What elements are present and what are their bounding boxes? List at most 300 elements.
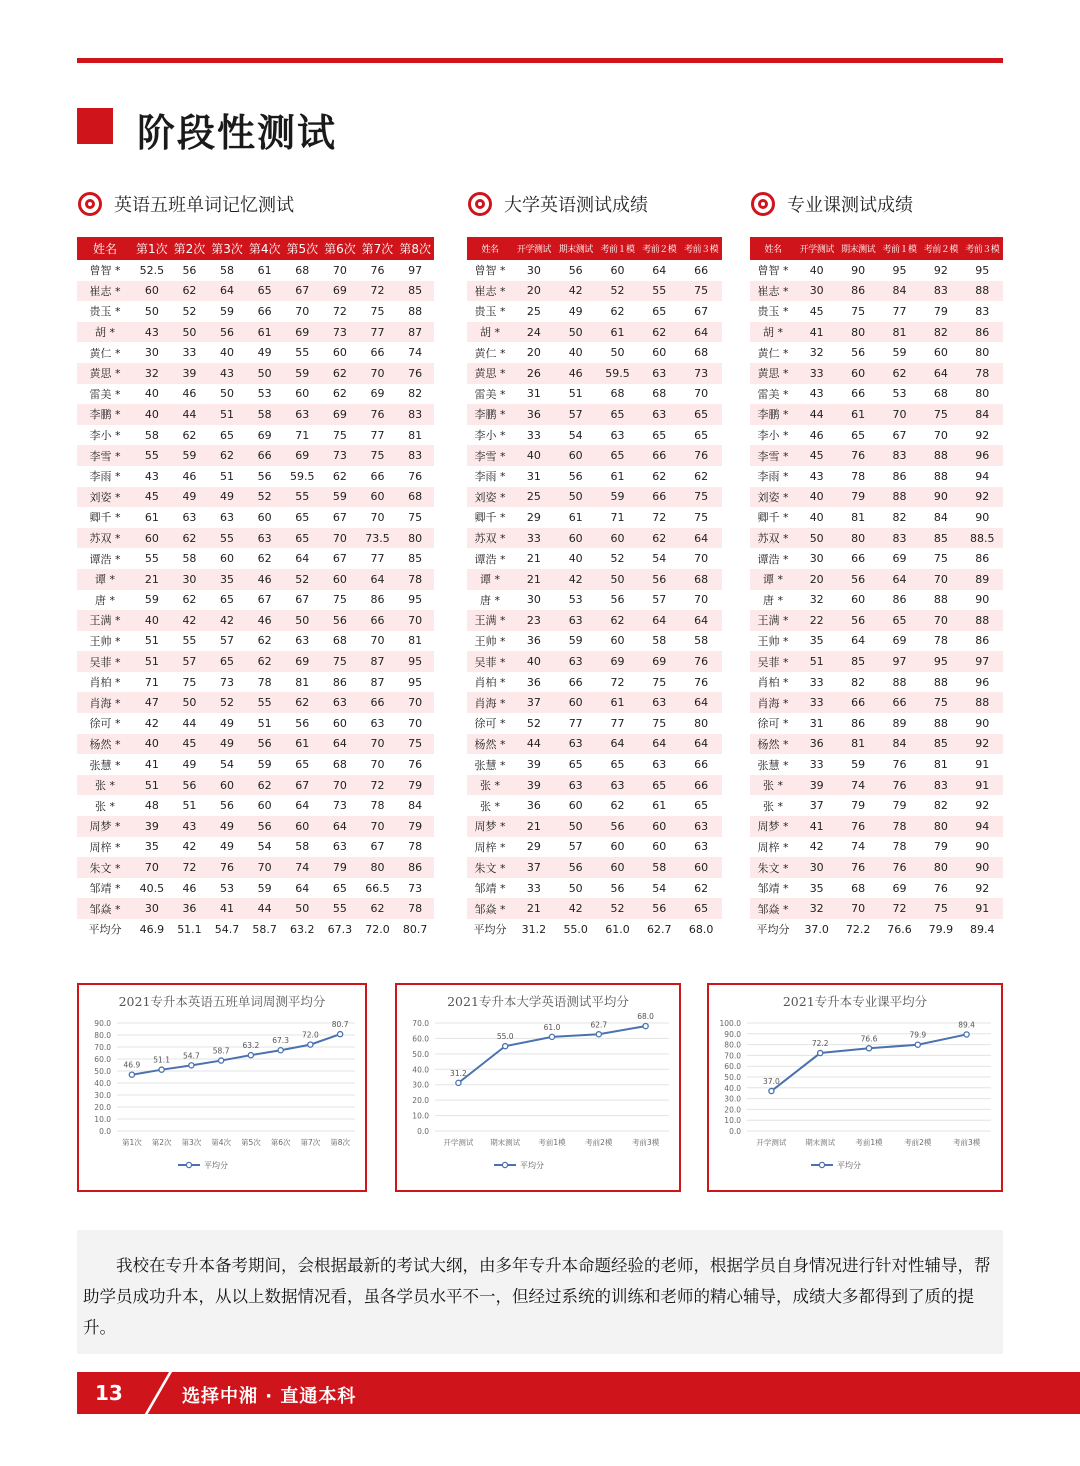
score-cell: 81 xyxy=(283,672,321,693)
table-row xyxy=(77,569,434,590)
score-cell: 69 xyxy=(283,651,321,672)
score-cell: 59 xyxy=(283,363,321,384)
score-cell: 61 xyxy=(555,507,597,528)
data-label: 89.4 xyxy=(958,1020,975,1030)
score-cell: 77 xyxy=(359,548,397,569)
score-cell: 31 xyxy=(513,466,555,487)
score-cell: 56 xyxy=(837,342,878,363)
score-cell: 63 xyxy=(283,404,321,425)
score-cell: 42 xyxy=(171,610,209,631)
score-cell: 58 xyxy=(638,631,680,652)
score-cell: 65 xyxy=(680,898,722,919)
score-cell: 78 xyxy=(879,816,920,837)
score-cell: 60 xyxy=(638,342,680,363)
score-cell: 78 xyxy=(837,466,878,487)
student-name: 张 * xyxy=(750,775,796,796)
score-cell: 71 xyxy=(597,507,639,528)
student-name: 黄思 * xyxy=(467,363,513,384)
student-name: 张慧 * xyxy=(467,754,513,775)
score-cell: 95 xyxy=(396,590,434,611)
score-cell: 69 xyxy=(879,631,920,652)
table-row xyxy=(77,384,434,405)
score-cell: 56 xyxy=(171,775,209,796)
score-cell: 39 xyxy=(513,754,555,775)
student-name: 王满 * xyxy=(750,610,796,631)
table-row xyxy=(77,322,434,343)
score-cell: 88 xyxy=(962,281,1003,302)
score-cell: 92 xyxy=(962,734,1003,755)
table-row xyxy=(77,898,434,919)
score-cell: 62 xyxy=(680,878,722,899)
column-header: 第8次 xyxy=(396,237,434,260)
y-tick-label: 10.0 xyxy=(724,1116,741,1126)
student-name: 张 * xyxy=(467,795,513,816)
score-cell: 36 xyxy=(171,898,209,919)
score-cell: 42 xyxy=(171,837,209,858)
table-row xyxy=(467,548,722,569)
table-row xyxy=(467,528,722,549)
score-cell: 29 xyxy=(513,507,555,528)
score-cell: 33 xyxy=(796,692,837,713)
section-header-major xyxy=(751,190,913,218)
data-point xyxy=(278,1048,283,1053)
score-cell: 55 xyxy=(208,528,246,549)
table-row xyxy=(467,734,722,755)
score-cell: 55 xyxy=(283,342,321,363)
score-cell: 78 xyxy=(879,837,920,858)
score-cell: 77 xyxy=(359,425,397,446)
table-row xyxy=(750,342,1003,363)
score-cell: 32 xyxy=(796,342,837,363)
score-cell: 70 xyxy=(283,301,321,322)
score-cell: 70 xyxy=(359,631,397,652)
score-cell: 51 xyxy=(555,384,597,405)
score-cell: 62 xyxy=(171,281,209,302)
score-cell: 60 xyxy=(597,528,639,549)
table-row xyxy=(750,692,1003,713)
student-name: 肖柏 * xyxy=(77,672,133,693)
student-name: 唐 * xyxy=(750,590,796,611)
score-cell: 42 xyxy=(796,837,837,858)
score-cell: 76 xyxy=(396,363,434,384)
student-name: 李小 * xyxy=(467,425,513,446)
table-row xyxy=(750,425,1003,446)
average-cell: 37.0 xyxy=(796,919,837,940)
score-cell: 63 xyxy=(638,692,680,713)
score-cell: 92 xyxy=(920,260,961,281)
score-cell: 95 xyxy=(962,260,1003,281)
score-cell: 70 xyxy=(680,548,722,569)
y-tick-label: 70.0 xyxy=(724,1051,741,1061)
data-point xyxy=(596,1032,601,1037)
column-header: 期末测试 xyxy=(555,237,597,260)
score-cell: 70 xyxy=(133,857,171,878)
score-cell: 33 xyxy=(796,672,837,693)
score-cell: 67 xyxy=(283,775,321,796)
score-cell: 88 xyxy=(962,610,1003,631)
chart-major-average xyxy=(707,983,1003,1192)
score-cell: 60 xyxy=(246,795,284,816)
score-cell: 52 xyxy=(513,713,555,734)
score-cell: 40 xyxy=(133,384,171,405)
data-label: 46.9 xyxy=(123,1060,141,1070)
score-cell: 77 xyxy=(879,301,920,322)
score-cell: 30 xyxy=(513,260,555,281)
column-header: 姓名 xyxy=(467,237,513,260)
score-cell: 64 xyxy=(680,528,722,549)
score-cell: 91 xyxy=(962,754,1003,775)
y-tick-label: 0.0 xyxy=(729,1127,741,1136)
student-name: 周梓 * xyxy=(750,837,796,858)
table-row xyxy=(467,404,722,425)
x-tick-label: 开学测试 xyxy=(756,1138,787,1147)
student-name: 周梓 * xyxy=(467,837,513,858)
score-cell: 57 xyxy=(171,651,209,672)
score-cell: 64 xyxy=(597,734,639,755)
score-cell: 75 xyxy=(638,713,680,734)
y-tick-label: 60.0 xyxy=(724,1062,741,1072)
y-tick-label: 60.0 xyxy=(412,1034,429,1044)
y-tick-label: 90.0 xyxy=(94,1019,111,1028)
score-cell: 92 xyxy=(962,795,1003,816)
score-cell: 62 xyxy=(638,528,680,549)
y-tick-label: 80.0 xyxy=(724,1040,741,1050)
legend-label: 平均分 xyxy=(204,1161,228,1170)
score-cell: 56 xyxy=(597,816,639,837)
score-cell: 56 xyxy=(597,590,639,611)
score-cell: 29 xyxy=(513,837,555,858)
score-cell: 61 xyxy=(246,260,284,281)
score-cell: 40 xyxy=(133,404,171,425)
table-row xyxy=(750,754,1003,775)
score-cell: 68 xyxy=(638,384,680,405)
score-cell: 79 xyxy=(396,775,434,796)
score-cell: 62 xyxy=(638,466,680,487)
score-cell: 80 xyxy=(962,384,1003,405)
score-cell: 67 xyxy=(321,548,359,569)
table-row xyxy=(750,610,1003,631)
student-name: 周梓 * xyxy=(77,837,133,858)
score-cell: 50 xyxy=(597,342,639,363)
student-name: 黄思 * xyxy=(750,363,796,384)
score-cell: 41 xyxy=(133,754,171,775)
score-cell: 40 xyxy=(208,342,246,363)
score-cell: 73 xyxy=(321,795,359,816)
score-cell: 51 xyxy=(208,466,246,487)
score-cell: 75 xyxy=(321,590,359,611)
x-tick-label: 考前3模 xyxy=(631,1138,660,1147)
score-cell: 44 xyxy=(796,404,837,425)
score-cell: 63 xyxy=(321,692,359,713)
score-cell: 50 xyxy=(555,487,597,508)
student-name: 刘姿 * xyxy=(467,487,513,508)
student-name: 李雨 * xyxy=(467,466,513,487)
score-cell: 70 xyxy=(920,425,961,446)
score-cell: 21 xyxy=(513,569,555,590)
score-cell: 45 xyxy=(133,487,171,508)
score-cell: 79 xyxy=(321,857,359,878)
score-cell: 65 xyxy=(879,610,920,631)
score-cell: 90 xyxy=(962,590,1003,611)
score-cell: 80 xyxy=(920,816,961,837)
table-row xyxy=(750,631,1003,652)
score-cell: 62 xyxy=(359,898,397,919)
table-row xyxy=(467,837,722,858)
score-cell: 49 xyxy=(171,487,209,508)
y-tick-label: 30.0 xyxy=(724,1094,741,1104)
column-header: 考前２模 xyxy=(920,237,961,260)
score-cell: 91 xyxy=(962,775,1003,796)
score-cell: 86 xyxy=(879,466,920,487)
score-cell: 52.5 xyxy=(133,260,171,281)
legend-marker xyxy=(186,1162,191,1167)
student-name: 肖海 * xyxy=(750,692,796,713)
score-cell: 85 xyxy=(396,548,434,569)
score-cell: 79 xyxy=(879,795,920,816)
student-name: 曾智 * xyxy=(77,260,133,281)
score-cell: 58 xyxy=(680,631,722,652)
x-tick-label: 第6次 xyxy=(270,1138,291,1147)
score-cell: 94 xyxy=(962,466,1003,487)
student-name: 苏双 * xyxy=(750,528,796,549)
chart-title: 2021专升本英语五班单词周测平均分 xyxy=(118,994,326,1009)
score-cell: 81 xyxy=(879,322,920,343)
score-cell: 70 xyxy=(359,816,397,837)
score-cell: 30 xyxy=(133,898,171,919)
student-name: 肖柏 * xyxy=(467,672,513,693)
data-point xyxy=(308,1042,313,1047)
student-name: 张 * xyxy=(467,775,513,796)
score-cell: 60 xyxy=(638,816,680,837)
score-cell: 85 xyxy=(396,281,434,302)
section-header-vocab xyxy=(78,190,294,218)
score-cell: 69 xyxy=(246,425,284,446)
score-cell: 75 xyxy=(680,281,722,302)
table-row xyxy=(750,651,1003,672)
score-cell: 62 xyxy=(879,363,920,384)
score-cell: 49 xyxy=(208,487,246,508)
score-cell: 36 xyxy=(796,734,837,755)
student-name: 李小 * xyxy=(750,425,796,446)
data-label: 37.0 xyxy=(763,1077,780,1087)
table-header-row xyxy=(77,237,434,260)
score-cell: 56 xyxy=(208,322,246,343)
score-cell: 70 xyxy=(879,404,920,425)
table-row xyxy=(77,487,434,508)
legend-marker xyxy=(819,1162,824,1167)
data-label: 61.0 xyxy=(543,1022,561,1032)
table-row xyxy=(467,322,722,343)
score-cell: 60 xyxy=(321,342,359,363)
score-cell: 75 xyxy=(171,672,209,693)
score-cell: 92 xyxy=(962,487,1003,508)
score-cell: 74 xyxy=(837,837,878,858)
score-cell: 75 xyxy=(680,507,722,528)
score-cell: 68 xyxy=(396,487,434,508)
table-row xyxy=(467,651,722,672)
table-row xyxy=(77,363,434,384)
score-cell: 58 xyxy=(208,260,246,281)
score-cell: 78 xyxy=(396,837,434,858)
data-point xyxy=(129,1072,134,1077)
score-cell: 76 xyxy=(396,466,434,487)
score-cell: 52 xyxy=(171,301,209,322)
score-cell: 59 xyxy=(133,590,171,611)
score-cell: 21 xyxy=(513,816,555,837)
average-cell: 80.7 xyxy=(396,919,434,940)
score-cell: 66 xyxy=(359,342,397,363)
column-header: 姓名 xyxy=(77,237,133,260)
score-cell: 44 xyxy=(171,404,209,425)
score-cell: 58 xyxy=(133,425,171,446)
student-name: 李雨 * xyxy=(750,466,796,487)
student-name: 吴菲 * xyxy=(750,651,796,672)
score-cell: 69 xyxy=(321,404,359,425)
y-tick-label: 10.0 xyxy=(94,1115,111,1124)
score-cell: 62 xyxy=(597,795,639,816)
x-tick-label: 第8次 xyxy=(330,1138,351,1147)
average-row xyxy=(750,919,1003,940)
student-name: 贵玉 * xyxy=(467,301,513,322)
score-cell: 58 xyxy=(171,548,209,569)
score-cell: 30 xyxy=(796,281,837,302)
student-name: 周梦 * xyxy=(467,816,513,837)
data-label: 62.7 xyxy=(590,1020,608,1030)
table-row xyxy=(467,342,722,363)
score-cell: 87 xyxy=(359,651,397,672)
column-header: 第6次 xyxy=(321,237,359,260)
score-cell: 82 xyxy=(879,507,920,528)
table-row xyxy=(750,301,1003,322)
student-name: 李雪 * xyxy=(77,445,133,466)
score-cell: 46 xyxy=(171,384,209,405)
chart-title: 2021专升本专业课平均分 xyxy=(782,994,928,1009)
score-cell: 66 xyxy=(638,445,680,466)
score-cell: 61 xyxy=(597,692,639,713)
target-icon xyxy=(468,192,492,216)
score-cell: 83 xyxy=(396,404,434,425)
score-cell: 76 xyxy=(879,754,920,775)
score-cell: 76 xyxy=(208,857,246,878)
score-cell: 40 xyxy=(133,734,171,755)
student-name: 邹靖 * xyxy=(77,878,133,899)
score-cell: 69 xyxy=(638,651,680,672)
student-name: 李小 * xyxy=(77,425,133,446)
student-name: 胡 * xyxy=(467,322,513,343)
table-row xyxy=(467,590,722,611)
score-cell: 82 xyxy=(920,322,961,343)
score-cell: 60 xyxy=(321,713,359,734)
score-cell: 35 xyxy=(133,837,171,858)
score-cell: 81 xyxy=(920,754,961,775)
score-cell: 66 xyxy=(246,301,284,322)
score-cell: 64 xyxy=(321,816,359,837)
table-row xyxy=(77,857,434,878)
score-cell: 86 xyxy=(879,590,920,611)
score-cell: 90 xyxy=(962,837,1003,858)
score-cell: 80 xyxy=(396,528,434,549)
score-cell: 52 xyxy=(246,487,284,508)
score-cell: 41 xyxy=(796,816,837,837)
page-title: 阶段性测试 xyxy=(137,111,338,155)
student-name: 王帅 * xyxy=(77,631,133,652)
score-cell: 55 xyxy=(321,898,359,919)
x-tick-label: 第3次 xyxy=(181,1138,202,1147)
student-name: 周梦 * xyxy=(750,816,796,837)
score-cell: 75 xyxy=(920,898,961,919)
score-cell: 60 xyxy=(246,507,284,528)
score-cell: 65 xyxy=(208,590,246,611)
average-cell: 61.0 xyxy=(597,919,639,940)
score-cell: 31 xyxy=(796,713,837,734)
score-cell: 53 xyxy=(246,384,284,405)
score-cell: 77 xyxy=(597,713,639,734)
table-row xyxy=(750,363,1003,384)
score-cell: 63 xyxy=(208,507,246,528)
data-label: 72.0 xyxy=(302,1030,319,1040)
student-name: 谭 * xyxy=(750,569,796,590)
column-header: 考前１模 xyxy=(879,237,920,260)
score-cell: 62 xyxy=(597,610,639,631)
score-cell: 35 xyxy=(208,569,246,590)
column-header: 第2次 xyxy=(171,237,209,260)
score-cell: 57 xyxy=(638,590,680,611)
score-cell: 40 xyxy=(796,487,837,508)
score-cell: 36 xyxy=(513,795,555,816)
score-cell: 62 xyxy=(321,363,359,384)
score-cell: 57 xyxy=(208,631,246,652)
score-cell: 63 xyxy=(555,734,597,755)
student-name: 周梦 * xyxy=(77,816,133,837)
score-cell: 61 xyxy=(638,795,680,816)
score-cell: 33 xyxy=(513,425,555,446)
table-row xyxy=(467,672,722,693)
score-cell: 60 xyxy=(638,837,680,858)
score-cell: 76 xyxy=(359,260,397,281)
score-cell: 51 xyxy=(208,404,246,425)
score-cell: 56 xyxy=(246,816,284,837)
score-cell: 59.5 xyxy=(597,363,639,384)
score-cell: 36 xyxy=(513,631,555,652)
table-row xyxy=(467,816,722,837)
score-cell: 30 xyxy=(133,342,171,363)
score-cell: 41 xyxy=(796,322,837,343)
score-cell: 70 xyxy=(359,734,397,755)
score-cell: 37 xyxy=(513,857,555,878)
average-cell: 63.2 xyxy=(283,919,321,940)
score-cell: 75 xyxy=(920,404,961,425)
title-marker xyxy=(77,108,113,144)
score-cell: 40 xyxy=(796,260,837,281)
score-cell: 70 xyxy=(359,363,397,384)
data-point xyxy=(456,1080,461,1085)
score-cell: 50 xyxy=(171,322,209,343)
data-label: 80.7 xyxy=(331,1020,349,1030)
score-cell: 75 xyxy=(321,651,359,672)
student-name: 徐可 * xyxy=(77,713,133,734)
column-header: 考前１模 xyxy=(597,237,639,260)
student-name: 王满 * xyxy=(77,610,133,631)
score-cell: 86 xyxy=(837,281,878,302)
data-label: 51.1 xyxy=(153,1055,170,1065)
student-name: 张 * xyxy=(77,795,133,816)
student-name: 雷美 * xyxy=(467,384,513,405)
table-row xyxy=(77,404,434,425)
legend-label: 平均分 xyxy=(520,1161,544,1170)
score-cell: 33 xyxy=(796,754,837,775)
x-tick-label: 期末测试 xyxy=(490,1138,521,1147)
score-cell: 46 xyxy=(796,425,837,446)
